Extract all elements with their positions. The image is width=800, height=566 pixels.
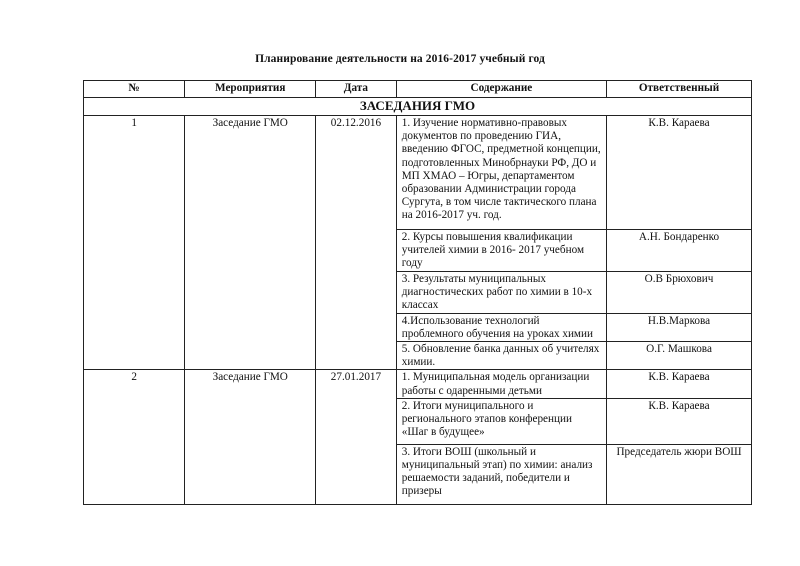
row-content: 2. Курсы повышения квалификации учителей химии в 2016- 2017 учебном году	[396, 230, 606, 272]
header-date: Дата	[316, 81, 397, 98]
row-responsible: О.В Брюхович	[607, 271, 752, 313]
row-event: Заседание ГМО	[185, 116, 316, 370]
row-date: 02.12.2016	[316, 116, 397, 370]
section-title: ЗАСЕДАНИЯ ГМО	[84, 98, 752, 116]
document-title: Планирование деятельности на 2016-2017 учебный год	[255, 53, 545, 65]
row-event: Заседание ГМО	[185, 370, 316, 504]
header-content: Содержание	[396, 81, 606, 98]
row-responsible: К.В. Караева	[607, 398, 752, 444]
row-number: 2	[84, 370, 185, 504]
table-row	[84, 116, 752, 230]
row-responsible: К.В. Караева	[607, 116, 752, 230]
row-content: 5. Обновление банка данных об учителях химии.	[396, 342, 606, 370]
row-responsible: К.В. Караева	[607, 370, 752, 398]
row-date: 27.01.2017	[316, 370, 397, 504]
planning-table	[83, 80, 752, 505]
row-responsible: Председатель жюри ВОШ	[607, 444, 752, 504]
table-header-row	[84, 81, 752, 98]
table-row	[84, 370, 752, 398]
header-number: №	[84, 81, 185, 98]
row-content: 2. Итоги муниципального и регионального этапов конференции «Шаг в будущее»	[396, 398, 606, 444]
row-responsible: Н.В.Маркова	[607, 313, 752, 341]
row-responsible: О.Г. Машкова	[607, 342, 752, 370]
row-content: 3. Результаты муниципальных диагностических работ по химии в 10-х классах	[396, 271, 606, 313]
row-content: 1. Муниципальная модель организации работы с одаренными детьми	[396, 370, 606, 398]
header-events: Мероприятия	[185, 81, 316, 98]
row-content: 4.Использование технологий проблемного обучения на уроках химии	[396, 313, 606, 341]
row-content: 3. Итоги ВОШ (школьный и муниципальный этап) по химии: анализ решаемости заданий, победители и призеры	[396, 444, 606, 504]
row-number: 1	[84, 116, 185, 370]
row-content: 1. Изучение нормативно-правовых документов по проведению ГИА, введению ФГОС, предметной концепции, подготовленных Минобрнауки РФ, ДО и МП ХМАО – Югры, департаментом образовании Администрации города Сургута, в том числе тактического плана на 2016-2017 уч. год.	[396, 116, 606, 230]
row-responsible: А.Н. Бондаренко	[607, 230, 752, 272]
section-row	[84, 98, 752, 116]
header-responsible: Ответственный	[607, 81, 752, 98]
